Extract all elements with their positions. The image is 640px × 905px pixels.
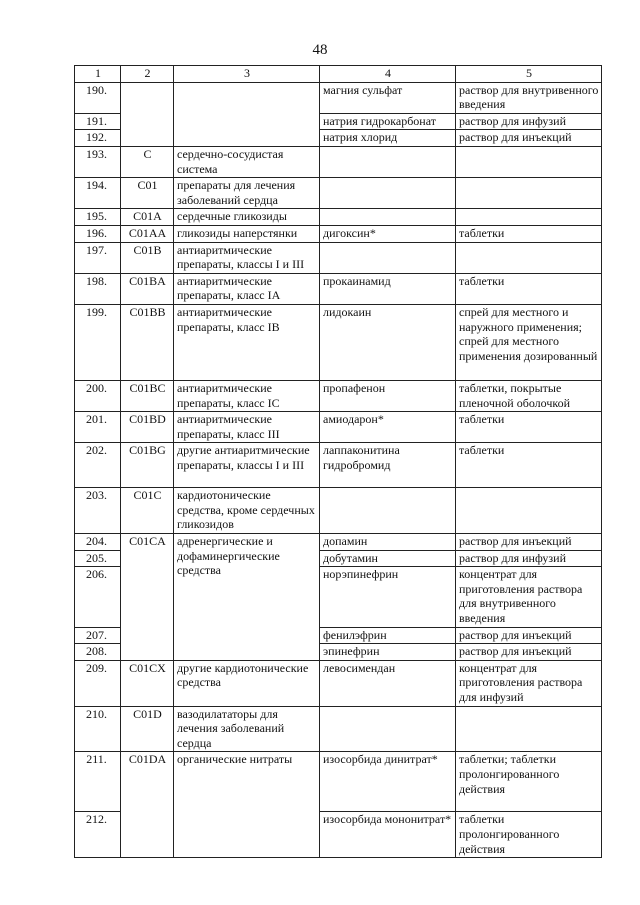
table-row bbox=[75, 146, 602, 177]
dosage-form bbox=[456, 209, 602, 226]
table-row bbox=[75, 82, 602, 113]
dosage-form: таблетки; таблетки пролонгированного действия bbox=[456, 752, 602, 812]
dosage-form: раствор для инъекций bbox=[456, 627, 602, 644]
dosage-form bbox=[456, 706, 602, 752]
dosage-form: концентрат для приготовления раствора для внутривенного введения bbox=[456, 567, 602, 627]
drug-name: магния сульфат bbox=[320, 82, 456, 113]
dosage-form: раствор для инъекций bbox=[456, 644, 602, 661]
table-row bbox=[75, 273, 602, 304]
dosage-form: таблетки bbox=[456, 225, 602, 242]
dosage-form: раствор для инъекций bbox=[456, 130, 602, 147]
group-name: другие кардиотонические средства bbox=[174, 660, 320, 706]
dosage-form bbox=[456, 146, 602, 177]
table-row bbox=[75, 443, 602, 488]
atc-code: C01 bbox=[121, 178, 174, 209]
row-number: 190. bbox=[75, 82, 121, 113]
dosage-form bbox=[456, 178, 602, 209]
group-name: антиаритмические препараты, класс III bbox=[174, 412, 320, 443]
table-row bbox=[75, 752, 602, 812]
group-name: сердечно-сосудистая система bbox=[174, 146, 320, 177]
row-number: 207. bbox=[75, 627, 121, 644]
group-name: адренергические и дофаминергические средства bbox=[174, 534, 320, 661]
group-name: кардиотонические средства, кроме сердечных гликозидов bbox=[174, 488, 320, 534]
atc-code: C01BC bbox=[121, 380, 174, 411]
atc-code: C01AA bbox=[121, 225, 174, 242]
dosage-form: таблетки bbox=[456, 412, 602, 443]
drug-name: натрия хлорид bbox=[320, 130, 456, 147]
column-header-1: 1 bbox=[75, 66, 121, 83]
table-row bbox=[75, 534, 602, 551]
drug-name bbox=[320, 209, 456, 226]
group-name: сердечные гликозиды bbox=[174, 209, 320, 226]
group-name: вазодилататоры для лечения заболеваний сердца bbox=[174, 706, 320, 752]
drug-name bbox=[320, 178, 456, 209]
dosage-form: спрей для местного и наружного применения; спрей для местного применения дозированный bbox=[456, 304, 602, 380]
drug-name: изосорбида мононитрат* bbox=[320, 812, 456, 858]
drug-name: добутамин bbox=[320, 550, 456, 567]
table-row bbox=[75, 209, 602, 226]
atc-code: C01BD bbox=[121, 412, 174, 443]
table-row bbox=[75, 706, 602, 752]
column-header-5: 5 bbox=[456, 66, 602, 83]
row-number: 206. bbox=[75, 567, 121, 627]
row-number: 208. bbox=[75, 644, 121, 661]
drug-name: прокаинамид bbox=[320, 273, 456, 304]
header-row bbox=[75, 66, 602, 83]
row-number: 203. bbox=[75, 488, 121, 534]
row-number: 204. bbox=[75, 534, 121, 551]
atc-code: C01CA bbox=[121, 534, 174, 661]
drug-name: норэпинефрин bbox=[320, 567, 456, 627]
drug-name: пропафенон bbox=[320, 380, 456, 411]
drug-name bbox=[320, 146, 456, 177]
group-name: препараты для лечения заболеваний сердца bbox=[174, 178, 320, 209]
dosage-form: раствор для внутривенного введения bbox=[456, 82, 602, 113]
drug-list-table bbox=[74, 65, 602, 858]
atc-code: C01DA bbox=[121, 752, 174, 858]
drug-name: допамин bbox=[320, 534, 456, 551]
drug-name: левосимендан bbox=[320, 660, 456, 706]
dosage-form bbox=[456, 488, 602, 534]
atc-code bbox=[121, 82, 174, 146]
group-name: другие антиаритмические препараты, классы I и III bbox=[174, 443, 320, 488]
column-header-2: 2 bbox=[121, 66, 174, 83]
table-row bbox=[75, 304, 602, 380]
drug-name: фенилэфрин bbox=[320, 627, 456, 644]
group-name: гликозиды наперстянки bbox=[174, 225, 320, 242]
dosage-form: таблетки пролонгированного действия bbox=[456, 812, 602, 858]
page-number: 48 bbox=[312, 42, 328, 58]
table-row bbox=[75, 225, 602, 242]
group-name: антиаритмические препараты, класс IA bbox=[174, 273, 320, 304]
atc-code: C bbox=[121, 146, 174, 177]
atc-code: C01D bbox=[121, 706, 174, 752]
dosage-form bbox=[456, 242, 602, 273]
atc-code: C01A bbox=[121, 209, 174, 226]
table-row bbox=[75, 412, 602, 443]
row-number: 194. bbox=[75, 178, 121, 209]
group-name: органические нитраты bbox=[174, 752, 320, 858]
dosage-form: таблетки bbox=[456, 443, 602, 488]
drug-name: дигоксин* bbox=[320, 225, 456, 242]
dosage-form: раствор для инфузий bbox=[456, 113, 602, 130]
atc-code: C01C bbox=[121, 488, 174, 534]
row-number: 197. bbox=[75, 242, 121, 273]
row-number: 199. bbox=[75, 304, 121, 380]
row-number: 195. bbox=[75, 209, 121, 226]
dosage-form: раствор для инфузий bbox=[456, 550, 602, 567]
atc-code: C01BA bbox=[121, 273, 174, 304]
table-row bbox=[75, 488, 602, 534]
atc-code: C01CX bbox=[121, 660, 174, 706]
row-number: 201. bbox=[75, 412, 121, 443]
row-number: 192. bbox=[75, 130, 121, 147]
row-number: 212. bbox=[75, 812, 121, 858]
drug-name bbox=[320, 488, 456, 534]
atc-code: C01BB bbox=[121, 304, 174, 380]
row-number: 210. bbox=[75, 706, 121, 752]
table-row bbox=[75, 178, 602, 209]
group-name: антиаритмические препараты, классы I и III bbox=[174, 242, 320, 273]
table-row bbox=[75, 380, 602, 411]
atc-code: C01B bbox=[121, 242, 174, 273]
drug-name: лаппаконитина гидробромид bbox=[320, 443, 456, 488]
drug-name bbox=[320, 242, 456, 273]
dosage-form: раствор для инъекций bbox=[456, 534, 602, 551]
row-number: 209. bbox=[75, 660, 121, 706]
drug-name: эпинефрин bbox=[320, 644, 456, 661]
row-number: 196. bbox=[75, 225, 121, 242]
table-row bbox=[75, 660, 602, 706]
group-name: антиаритмические препараты, класс IB bbox=[174, 304, 320, 380]
group-name bbox=[174, 82, 320, 146]
drug-name: изосорбида динитрат* bbox=[320, 752, 456, 812]
row-number: 202. bbox=[75, 443, 121, 488]
dosage-form: таблетки bbox=[456, 273, 602, 304]
dosage-form: таблетки, покрытые пленочной оболочкой bbox=[456, 380, 602, 411]
group-name: антиаритмические препараты, класс IC bbox=[174, 380, 320, 411]
drug-name: натрия гидрокарбонат bbox=[320, 113, 456, 130]
drug-name bbox=[320, 706, 456, 752]
drug-name: амиодарон* bbox=[320, 412, 456, 443]
atc-code: C01BG bbox=[121, 443, 174, 488]
row-number: 211. bbox=[75, 752, 121, 812]
row-number: 200. bbox=[75, 380, 121, 411]
table-row bbox=[75, 242, 602, 273]
dosage-form: концентрат для приготовления раствора для инфузий bbox=[456, 660, 602, 706]
row-number: 205. bbox=[75, 550, 121, 567]
row-number: 191. bbox=[75, 113, 121, 130]
column-header-4: 4 bbox=[320, 66, 456, 83]
drug-name: лидокаин bbox=[320, 304, 456, 380]
row-number: 193. bbox=[75, 146, 121, 177]
row-number: 198. bbox=[75, 273, 121, 304]
column-header-3: 3 bbox=[174, 66, 320, 83]
